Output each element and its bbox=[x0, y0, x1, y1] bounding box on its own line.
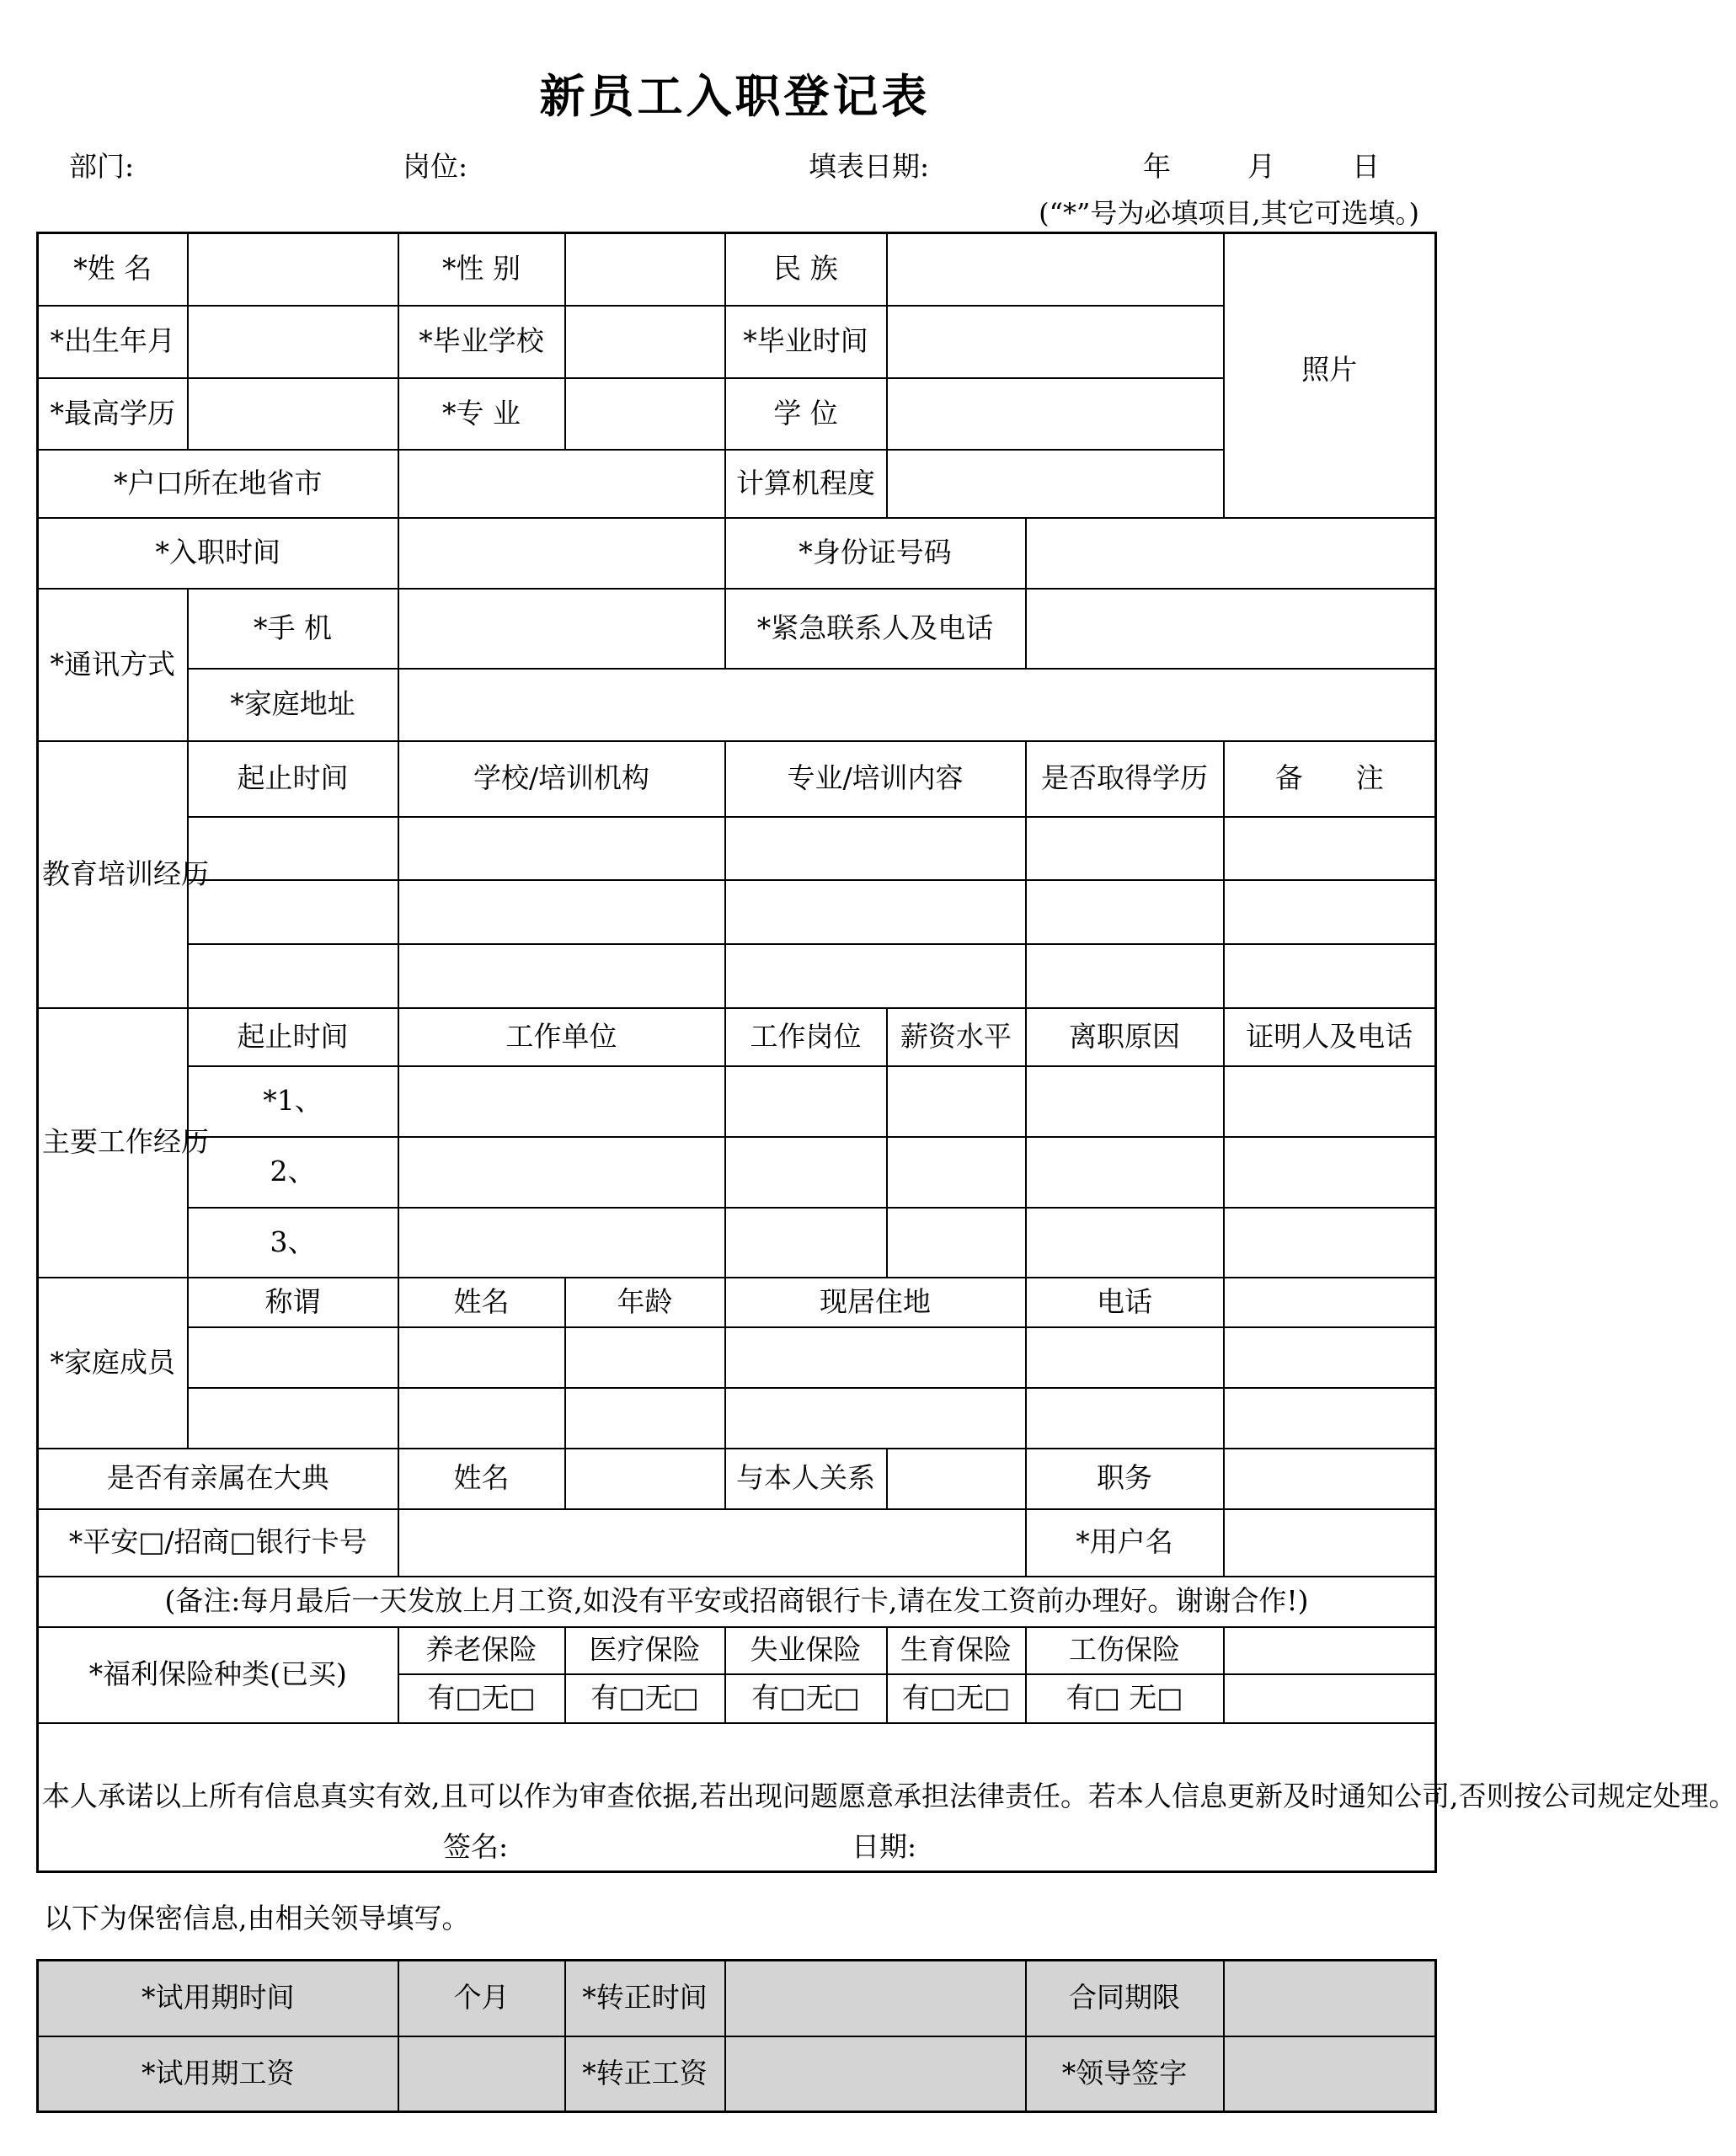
school-label: *毕业学校 bbox=[398, 306, 565, 378]
leader-sign-label: *领导签字 bbox=[1026, 2036, 1224, 2112]
work-header-position: 工作岗位 bbox=[725, 1008, 887, 1066]
family-cell[interactable] bbox=[565, 1388, 725, 1449]
relatives-name-field[interactable] bbox=[565, 1449, 725, 1509]
insurance-type-pension: 养老保险 bbox=[398, 1627, 565, 1674]
username-field[interactable] bbox=[1224, 1509, 1436, 1577]
work-header-reference: 证明人及电话 bbox=[1224, 1008, 1436, 1066]
required-note: (“*”号为必填项目,其它可选填。) bbox=[1039, 197, 1419, 229]
edu-cell[interactable] bbox=[398, 817, 725, 880]
id-number-field[interactable] bbox=[1026, 518, 1436, 589]
family-label: *家庭成员 bbox=[38, 1278, 188, 1449]
work-cell[interactable] bbox=[398, 1066, 725, 1137]
work-cell[interactable] bbox=[725, 1208, 887, 1278]
family-cell[interactable] bbox=[188, 1388, 398, 1449]
photo-box[interactable]: 照片 bbox=[1224, 233, 1436, 518]
edu-cell[interactable] bbox=[1224, 880, 1436, 944]
work-row-2-label[interactable]: 2、 bbox=[188, 1137, 398, 1208]
address-field[interactable] bbox=[398, 669, 1436, 741]
family-cell[interactable] bbox=[1224, 1327, 1436, 1388]
work-cell[interactable] bbox=[1026, 1208, 1224, 1278]
mobile-field[interactable] bbox=[398, 589, 725, 669]
work-header-period: 起止时间 bbox=[188, 1008, 398, 1066]
relatives-duty-label: 职务 bbox=[1026, 1449, 1224, 1509]
work-header-reason: 离职原因 bbox=[1026, 1008, 1224, 1066]
relatives-relation-field[interactable] bbox=[887, 1449, 1026, 1509]
school-field[interactable] bbox=[565, 306, 725, 378]
edu-header-degree: 是否取得学历 bbox=[1026, 741, 1224, 817]
entry-time-label: *入职时间 bbox=[38, 518, 398, 589]
contract-term-label: 合同期限 bbox=[1026, 1961, 1224, 2036]
relatives-label: 是否有亲属在大典 bbox=[38, 1449, 398, 1509]
regular-salary-label: *转正工资 bbox=[565, 2036, 725, 2112]
degree-field[interactable] bbox=[887, 378, 1224, 450]
degree-label: 学 位 bbox=[725, 378, 887, 450]
month-label: 月 bbox=[1247, 150, 1275, 183]
relatives-name-label: 姓名 bbox=[398, 1449, 565, 1509]
education-history-label: 教育培训经历 bbox=[38, 741, 188, 1008]
family-header-blank bbox=[1224, 1278, 1436, 1327]
probation-months-field[interactable]: 个月 bbox=[398, 1961, 565, 2036]
page-title: 新员工入职登记表 bbox=[539, 69, 931, 123]
edu-header-period: 起止时间 bbox=[188, 741, 398, 817]
family-header-phone: 电话 bbox=[1026, 1278, 1224, 1327]
bank-note: (备注:每月最后一天发放上月工资,如没有平安或招商银行卡,请在发工资前办理好。谢谢合作!) bbox=[38, 1577, 1436, 1627]
edu-cell[interactable] bbox=[398, 880, 725, 944]
regular-time-field[interactable] bbox=[725, 1961, 1026, 2036]
major-field[interactable] bbox=[565, 378, 725, 450]
emergency-label: *紧急联系人及电话 bbox=[725, 589, 1026, 669]
commitment-text: 本人承诺以上所有信息真实有效,且可以作为审查依据,若出现问题愿意承担法律责任。若本人信息更新及时通知公司,否则按公司规定处理。 bbox=[42, 1780, 1736, 1813]
name-label: *姓 名 bbox=[38, 233, 188, 306]
insurance-type-unemployment: 失业保险 bbox=[725, 1627, 887, 1674]
family-cell[interactable] bbox=[1026, 1327, 1224, 1388]
work-cell[interactable] bbox=[1224, 1137, 1436, 1208]
insurance-option-maternity[interactable]: 有□无□ bbox=[887, 1674, 1026, 1723]
family-header-name: 姓名 bbox=[398, 1278, 565, 1327]
probation-salary-label: *试用期工资 bbox=[38, 2036, 398, 2112]
regular-time-label: *转正时间 bbox=[565, 1961, 725, 2036]
edu-cell[interactable] bbox=[398, 944, 725, 1008]
insurance-type-blank bbox=[1224, 1627, 1436, 1674]
grad-time-label: *毕业时间 bbox=[725, 306, 887, 378]
signature-label[interactable]: 签名: bbox=[443, 1830, 509, 1864]
dept-label: 部门: bbox=[69, 150, 135, 183]
work-cell[interactable] bbox=[1026, 1066, 1224, 1137]
work-cell[interactable] bbox=[725, 1066, 887, 1137]
edu-cell[interactable] bbox=[1026, 817, 1224, 880]
insurance-option-unemployment[interactable]: 有□无□ bbox=[725, 1674, 887, 1723]
work-row-3-label[interactable]: 3、 bbox=[188, 1208, 398, 1278]
emergency-field[interactable] bbox=[1026, 589, 1436, 669]
edu-cell[interactable] bbox=[1026, 944, 1224, 1008]
family-cell[interactable] bbox=[188, 1327, 398, 1388]
family-header-title: 称谓 bbox=[188, 1278, 398, 1327]
work-cell[interactable] bbox=[887, 1137, 1026, 1208]
edu-header-remarks: 备 注 bbox=[1224, 741, 1436, 817]
work-header-salary: 薪资水平 bbox=[887, 1008, 1026, 1066]
username-label: *用户名 bbox=[1026, 1509, 1224, 1577]
insurance-option-medical[interactable]: 有□无□ bbox=[565, 1674, 725, 1723]
year-label: 年 bbox=[1143, 150, 1171, 183]
registration-form bbox=[36, 232, 1736, 1873]
insurance-type-medical: 医疗保险 bbox=[565, 1627, 725, 1674]
bank-card-field[interactable] bbox=[398, 1509, 1026, 1577]
education-label: *最高学历 bbox=[38, 378, 188, 450]
id-number-label: *身份证号码 bbox=[725, 518, 1026, 589]
mobile-label: *手 机 bbox=[188, 589, 398, 669]
birth-field[interactable] bbox=[188, 306, 398, 378]
education-field[interactable] bbox=[188, 378, 398, 450]
family-cell[interactable] bbox=[1026, 1388, 1224, 1449]
edu-header-major: 专业/培训内容 bbox=[725, 741, 1026, 817]
work-cell[interactable] bbox=[1224, 1208, 1436, 1278]
work-cell[interactable] bbox=[398, 1208, 725, 1278]
family-header-age: 年龄 bbox=[565, 1278, 725, 1327]
edu-cell[interactable] bbox=[1026, 880, 1224, 944]
ethnicity-label: 民 族 bbox=[725, 233, 887, 306]
insurance-type-injury: 工伤保险 bbox=[1026, 1627, 1224, 1674]
insurance-option-pension[interactable]: 有□无□ bbox=[398, 1674, 565, 1723]
edu-cell[interactable] bbox=[725, 944, 1026, 1008]
insurance-label: *福利保险种类(已买) bbox=[38, 1627, 398, 1723]
name-field[interactable] bbox=[188, 233, 398, 306]
confidential-note: 以下为保密信息,由相关领导填写。 bbox=[44, 1902, 470, 1935]
work-cell[interactable] bbox=[398, 1137, 725, 1208]
insurance-option-injury[interactable]: 有□ 无□ bbox=[1026, 1674, 1224, 1723]
work-cell[interactable] bbox=[1224, 1066, 1436, 1137]
contact-label: *通讯方式 bbox=[38, 589, 188, 741]
bank-card-label: *平安□/招商□银行卡号 bbox=[38, 1509, 398, 1577]
family-cell[interactable] bbox=[1224, 1388, 1436, 1449]
commitment-date-label[interactable]: 日期: bbox=[852, 1830, 917, 1864]
edu-header-school: 学校/培训机构 bbox=[398, 741, 725, 817]
hukou-field[interactable] bbox=[398, 450, 725, 518]
probation-time-label: *试用期时间 bbox=[38, 1961, 398, 2036]
edu-cell[interactable] bbox=[188, 944, 398, 1008]
entry-time-field[interactable] bbox=[398, 518, 725, 589]
relatives-relation-label: 与本人关系 bbox=[725, 1449, 887, 1509]
edu-cell[interactable] bbox=[188, 880, 398, 944]
ethnicity-field[interactable] bbox=[887, 233, 1224, 306]
major-label: *专 业 bbox=[398, 378, 565, 450]
relatives-duty-field[interactable] bbox=[1224, 1449, 1436, 1509]
edu-cell[interactable] bbox=[725, 817, 1026, 880]
family-header-residence: 现居住地 bbox=[725, 1278, 1026, 1327]
insurance-option-blank bbox=[1224, 1674, 1436, 1723]
regular-salary-field[interactable] bbox=[725, 2036, 1026, 2112]
day-label: 日 bbox=[1352, 150, 1380, 183]
edu-cell[interactable] bbox=[725, 880, 1026, 944]
gender-label: *性 别 bbox=[398, 233, 565, 306]
confidential-table bbox=[36, 1959, 1437, 2113]
family-cell[interactable] bbox=[398, 1388, 565, 1449]
work-history-label: 主要工作经历 bbox=[38, 1008, 188, 1278]
contract-term-field[interactable] bbox=[1224, 1961, 1436, 2036]
work-cell[interactable] bbox=[1026, 1137, 1224, 1208]
grad-time-field[interactable] bbox=[887, 306, 1224, 378]
work-header-company: 工作单位 bbox=[398, 1008, 725, 1066]
address-label: *家庭地址 bbox=[188, 669, 398, 741]
family-cell[interactable] bbox=[725, 1327, 1026, 1388]
hukou-label: *户口所在地省市 bbox=[38, 450, 398, 518]
birth-label: *出生年月 bbox=[38, 306, 188, 378]
work-cell[interactable] bbox=[887, 1208, 1026, 1278]
computer-field[interactable] bbox=[887, 450, 1224, 518]
probation-salary-field[interactable] bbox=[398, 2036, 565, 2112]
commitment-block bbox=[38, 1723, 1736, 1872]
work-row-1-label[interactable]: *1、 bbox=[188, 1066, 398, 1137]
work-cell[interactable] bbox=[725, 1137, 887, 1208]
position-label: 岗位: bbox=[403, 150, 468, 183]
edu-cell[interactable] bbox=[1224, 944, 1436, 1008]
leader-sign-field[interactable] bbox=[1224, 2036, 1436, 2112]
edu-cell[interactable] bbox=[188, 817, 398, 880]
edu-cell[interactable] bbox=[1224, 817, 1436, 880]
family-cell[interactable] bbox=[725, 1388, 1026, 1449]
work-cell[interactable] bbox=[887, 1066, 1026, 1137]
gender-field[interactable] bbox=[565, 233, 725, 306]
family-cell[interactable] bbox=[398, 1327, 565, 1388]
insurance-type-maternity: 生育保险 bbox=[887, 1627, 1026, 1674]
family-cell[interactable] bbox=[565, 1327, 725, 1388]
computer-label: 计算机程度 bbox=[725, 450, 887, 518]
fill-date-label: 填表日期: bbox=[809, 150, 930, 183]
